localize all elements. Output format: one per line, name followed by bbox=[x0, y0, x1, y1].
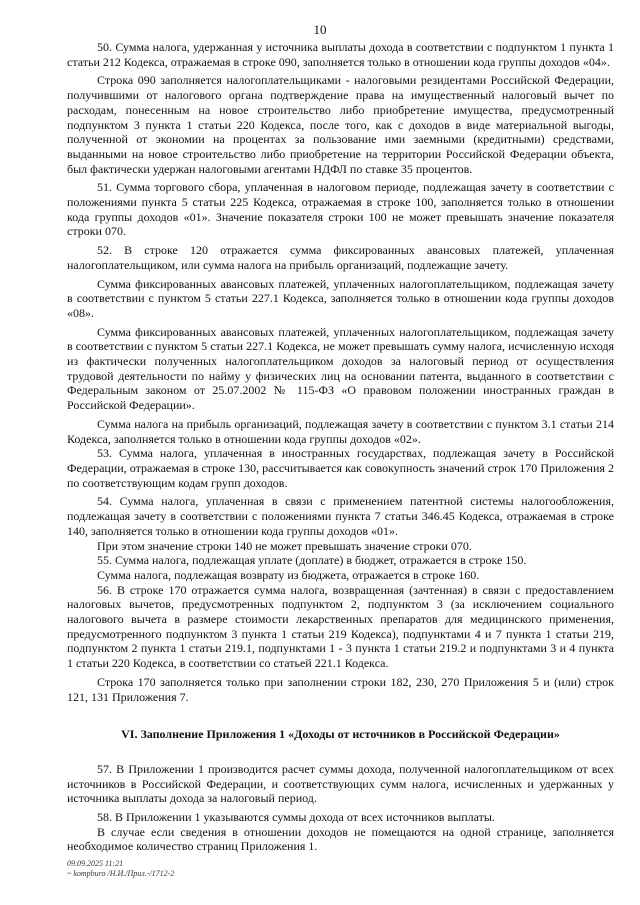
paragraph-fixed-payments: Сумма фиксированных авансовых платежей, уплаченных налогоплательщиком, подлежащая зачету в соответствии с пунктом 5 статьи 227.1 Кодекса, заполняется только в отношении кода группы доходов «08». bbox=[67, 276, 614, 320]
paragraph-57: 57. В Приложении 1 производится расчет суммы дохода, полученной налогоплательщиком от всех источников в Российской Федерации, и соответствующих сумм налога, исчисленных и удержанных у источника выплаты дохода за налоговый период. bbox=[67, 761, 614, 806]
footer-path: ~ kompburo /Н.И./Прил.-/1712-2 bbox=[67, 869, 175, 878]
document-body bbox=[67, 40, 614, 854]
page-number: 10 bbox=[313, 22, 327, 37]
paragraph-58: 58. В Приложении 1 указываются суммы дохода от всех источников выплаты. bbox=[97, 810, 495, 825]
paragraph-56: 56. В строке 170 отражается сумма налога, возвращенная (зачтенная) в связи с предоставлением налоговых вычетов, предусмотренных подпунктом 2, подпунктом 3 (за исключением социального налогового вычета в размере стоимости лекарственных препаратов для медицинского применения, предусмотренного подпунктом 3 пункта 1 статьи 219 Кодекса), подпунктами 4 и 7 пункта 1 статьи 219, подпунктом 2 пункта 1 статьи 219.1, подпунктами 1 - 3 пункта 1 статьи 219.2 и подпунктами 3 и 4 пункта 1 статьи 220 Кодекса, в соответствии со статьей 221.1 Кодекса. bbox=[67, 582, 614, 671]
paragraph-54: 54. Сумма налога, уплаченная в связи с применением патентной системы налогообложения, подлежащая зачету в соответствии с положениями пункта 7 статьи 346.45 Кодекса, отражаемая в строке 140, заполняется только в отношении кода группы доходов «01». bbox=[67, 494, 614, 538]
paragraph-55: 55. Сумма налога, подлежащая уплате (доплате) в бюджет, отражается в строке 150. bbox=[97, 553, 527, 568]
paragraph-line-090: Строка 090 заполняется налогоплательщиками - налоговыми резидентами Российской Федерации, получившими от налогового органа подтверждение права на имущественный налоговый вычет по расходам, понесенным на новое строительство либо приобретение имущества, предусмотренный подпунктом 3 пункта 1 статьи 220 Кодекса, после того, как с доходов в виде материальной выгоды, полученной от экономии на процентах за пользование ими заемными (кредитными) средствами, выданными на новое строительство либо приобретение на территории Российской Федерации объекта, был фактически удержан налоговыми агентами НДФЛ по ставке 35 процентов. bbox=[67, 73, 614, 176]
footer bbox=[67, 859, 174, 879]
paragraph-53: 53. Сумма налога, уплаченная в иностранных государствах, подлежащая зачету в Российской Федерации, отражаемая в строке 130, рассчитывается как совокупность значений строк 170 Приложения 2 по соответствующим кодам групп доходов. bbox=[67, 446, 614, 490]
paragraph-fixed-payments-limit: Сумма фиксированных авансовых платежей, уплаченных налогоплательщиком, подлежащая зачету в соответствии с пунктом 5 статьи 227.1 Кодекса, не может превышать сумму налога, исчисленную исходя из фактически полученных налогоплательщиком доходов за налоговый период от осуществления трудовой деятельности по найму у физических лиц на основании патента, выданного в соответствии с Федеральным законом от 25.07.2002 № 115-ФЗ «О правовом положении иностранных граждан в Российской Федерации». bbox=[67, 324, 614, 413]
paragraph-line-170: Строка 170 заполняется только при заполнении строки 182, 230, 270 Приложения 5 и (или) строк 121, 131 Приложения 7. bbox=[67, 674, 614, 704]
paragraph-50: 50. Сумма налога, удержанная у источника выплаты дохода в соответствии с подпунктом 1 пункта 1 статьи 212 Кодекса, отражаемая в строке 090, заполняется только в отношении кода группы доходов «04». bbox=[67, 40, 614, 69]
paragraph-51: 51. Сумма торгового сбора, уплаченная в налоговом периоде, подлежащая зачету в соответствии с положениями пункта 5 статьи 225 Кодекса, отражаемая в строке 100, заполняется только в отношении кода группы доходов «01». Значение показателя строки 100 не может превышать значение показателя строки 070. bbox=[67, 180, 614, 239]
paragraph-pages: В случае если сведения в отношении доходов не помещаются на одной странице, заполняется необходимое количество страниц Приложения 1. bbox=[67, 824, 614, 854]
footer-date: 09.09.2025 11:21 bbox=[67, 859, 124, 868]
paragraph-line-140-limit: При этом значение строки 140 не может превышать значение строки 070. bbox=[97, 538, 472, 553]
section-heading: VI. Заполнение Приложения 1 «Доходы от источников в Российской Федерации» bbox=[121, 727, 560, 742]
paragraph-profit-tax: Сумма налога на прибыль организаций, подлежащая зачету в соответствии с пунктом 3.1 статьи 214 Кодекса, заполняется только в отношении кода группы доходов «02». bbox=[67, 416, 614, 446]
paragraph-52: 52. В строке 120 отражается сумма фиксированных авансовых платежей, уплаченная налогоплательщиком, или сумма налога на прибыль организаций, подлежащие зачету. bbox=[67, 243, 614, 272]
paragraph-refund: Сумма налога, подлежащая возврату из бюджета, отражается в строке 160. bbox=[97, 567, 480, 582]
